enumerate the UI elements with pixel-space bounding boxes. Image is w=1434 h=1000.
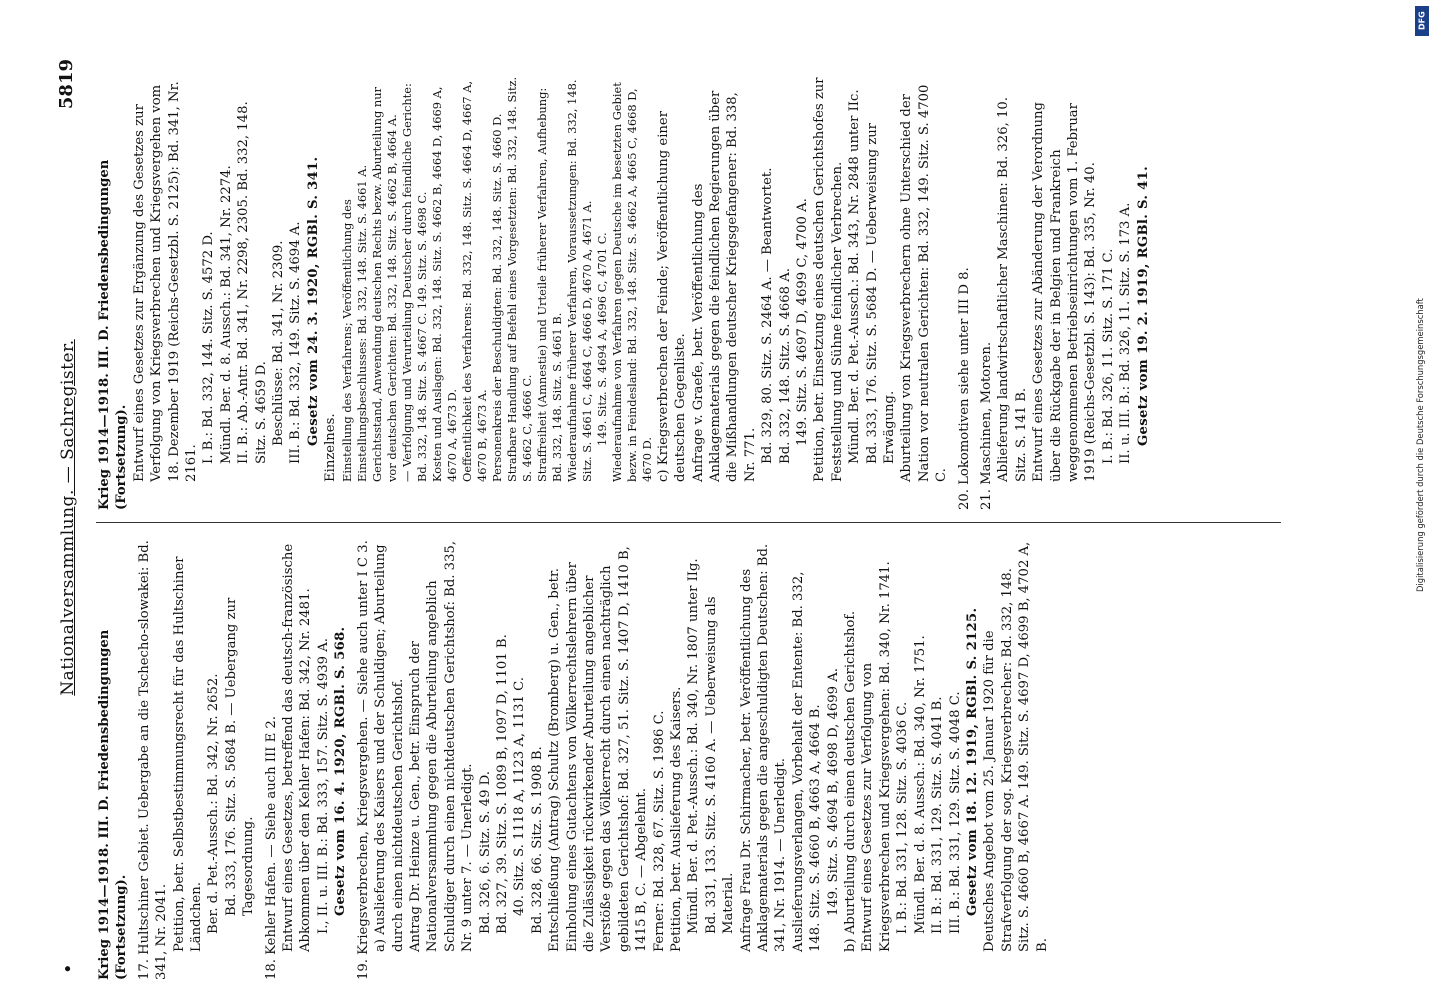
index-entry: I. B.: Bd. 332, 144. Sitz. S. 4572 D.: [201, 231, 217, 464]
index-entry: II. B.: Ab.-Antr. Bd. 341, Nr. 2298, 2305. Bd. 332, 148. Sitz. S. 4659 D.: [236, 101, 269, 464]
right-entries: [131, 70, 1152, 510]
index-entry: Auslieferungsverlangen, Vorbehalt der Entente: Bd. 332, 148. Sitz. S. 4660 B, 4663 A, 4664 B.: [790, 571, 824, 952]
left-column: [96, 540, 1051, 980]
index-entry: Entwurf eines Gesetzes, betreffend das deutsch-französische Abkommen über den Kehler Hafen: Bd. 342, Nr. 2481.: [281, 543, 314, 952]
index-entry: Bd. 328, 66. Sitz. S. 1908 B.: [529, 746, 545, 934]
index-entry: Petition, betr. Auslieferung des Kaisers.: [669, 686, 684, 952]
index-entry: 20. Lokomotiven siehe unter III D 8.: [956, 267, 972, 510]
index-entry: II. B.: Bd. 331, 129. Sitz. S. 4041 B.: [930, 696, 946, 934]
index-entry: Gesetz vom 19. 2. 1919, RGBl. S. 41.: [1135, 166, 1151, 446]
index-entry: Anfrage v. Graefe, betr. Veröffentlichung des Anklagematerials gegen die feindlichen Regierungen über die Mißhandlungen deutscher Kriegsgefangener: Bd. 338, Nr. 771.: [690, 90, 758, 482]
index-entry: Ablieferung landwirtschaftlicher Maschinen: Bd. 326, 10. Sitz. S. 141 B.: [996, 97, 1029, 482]
index-entry: Bd. 333, 176. Sitz. S. 5684 D. — Ueberweisung zur Erwägung.: [864, 123, 897, 464]
index-entry: III. B.: Bd. 332, 149. Sitz. S. 4694 A.: [288, 221, 304, 464]
index-entry: 19. Kriegsverbrechen, Kriegsvergehen. — Siehe auch unter I C 3.: [355, 540, 371, 980]
index-entry: Entschließung (Antrag) Schultz (Bromberg) u. Gen., betr. Einholung eines Gutachtens von Völkerrechtslehrern über die Zulässigkeit rückwirkender Aburteilung angeblicher Verstöße gegen das Völkerrecht durch einen nachträglich gebildeten Gerichtshof: Bd. 327, 51. Sitz. S. 1407 D, 1410 B, 1415 B, C. — Abgelehnt.: [547, 546, 650, 952]
index-entry: Kosten und Auslagen: Bd. 332, 148. Sitz. S. 4662 B, 4664 D, 4669 A, 4670 A, 4673 D.: [429, 86, 459, 482]
index-entry: I. B.: Bd. 331, 128. Sitz. S. 4036 C.: [895, 701, 911, 934]
index-entry: — Verfolgung und Verurteilung Deutscher durch feindliche Gerichte: Bd. 332, 148. Sitz. S. 4667 C. 149. Sitz. S. 4698 C.: [399, 83, 429, 482]
index-entry: Straffreiheit (Amnestie) und Urteile früherer Verfahren, Aufhebung: Bd. 332, 148. Sitz. S. 4661 B.: [534, 87, 564, 482]
index-entry: 149. Sitz. S. 4694 A, 4696 C, 4701 C.: [594, 232, 609, 446]
index-entry: Beschlüsse: Bd. 341, Nr. 2309.: [271, 240, 287, 446]
index-entry: Aburteilung von Kriegsverbrechern ohne Unterschied der Nation vor neutralen Gerichten: Bd. 332, 149. Sitz. S. 4700 C.: [899, 84, 950, 482]
digitization-credit: [1414, 6, 1430, 591]
index-entry: Wiederaufnahme von Verfahren gegen Deutsche im besetzten Gebiet bezw. in Feindesland: Bd. 332, 148. Sitz. S. 4662 A, 4665 C, 4668 D, 4670 D.: [609, 82, 654, 482]
margin-dot: •: [58, 963, 79, 974]
index-entry: Entwurf eines Gesetzes zur Abänderung der Verordnung über die Rückgabe der in Belgien und Frankreich weggenommenen Betriebseinrichtungen vom 1. Februar 1919 (Reichs-Gesetzbl. S. 143): Bd. 335, Nr. 40.: [1031, 102, 1099, 482]
index-entry: Wiederaufnahme früherer Verfahren, Voraussetzungen: Bd. 332, 148. Sitz. S. 4661 C, 4664 C, 4666 D, 4670 A, 4671 A.: [564, 79, 594, 482]
index-entry: Anfrage Frau Dr. Schirmacher, betr. Veröffentlichung des Anklagematerials gegen die angeschuldigten Deutschen: Bd. 341, Nr. 1914. — Unerledigt.: [738, 543, 789, 952]
page-title: Nationalversammlung. — Sachregister.: [58, 339, 78, 696]
index-entry: 149. Sitz. S. 4697 D, 4699 C, 4700 A.: [794, 198, 810, 446]
index-entry: Ber. d. Pet.-Aussch.: Bd. 342, Nr. 2652.: [206, 673, 222, 934]
index-entry: II. u. III. B.: Bd. 326, 11. Sitz. S. 173 A.: [1118, 202, 1134, 464]
index-entry: 18. Kehler Hafen. — Siehe auch III E 2.: [263, 716, 279, 980]
index-entry: b) Aburteilung durch einen deutschen Gerichtshof.: [843, 610, 859, 952]
column-divider: [96, 522, 1281, 523]
index-entry: a) Auslieferung des Kaisers und der Schuldigen; Aburteilung durch einen nichtdeutschen Gerichtshof.: [373, 544, 406, 952]
index-entry: III. B.: Bd. 331, 129. Sitz. S. 4048 C.: [947, 691, 963, 934]
page-content: [52, 55, 1302, 980]
index-entry: Gesetz vom 24. 3. 1920, RGBl. S. 341.: [305, 156, 321, 446]
index-entry: Bd. 326, 6. Sitz. S. 49 D.: [477, 771, 493, 934]
index-entry: Bd. 332, 148. Sitz. S. 4668 A.: [777, 268, 793, 464]
index-entry: Strafbare Handlung auf Befehl eines Vorgesetzten: Bd. 332, 148. Sitz. S. 4662 C, 4666 C.: [504, 76, 534, 482]
index-entry: Mündl. Ber. d. 8. Aussch.: Bd. 341, Nr. 2274.: [218, 165, 234, 464]
index-entry: Mündl. Ber. d. Pet.-Aussch.: Bd. 343, Nr. 2848 unter IIc.: [847, 89, 863, 464]
index-entry: I. B.: Bd. 326, 11. Sitz. S. 171 C.: [1100, 248, 1116, 464]
section-heading: Krieg 1914—1918. III. D. Friedensbedingungen (Fortsetzung).: [97, 159, 130, 510]
index-entry: Gesetz vom 18. 12. 1919, RGBl. S. 2125.: [964, 607, 980, 916]
dfg-logo-icon: DFG: [1415, 6, 1429, 36]
index-entry: Gesetz vom 16. 4. 1920, RGBl. S. 568.: [333, 626, 349, 916]
index-entry: Personenkreis der Beschuldigten: Bd. 332, 148. Sitz. S. 4660 D.: [489, 113, 504, 482]
index-entry: Einzelnes.: [323, 413, 339, 482]
index-entry: Antrag Dr. Heinze u. Gen., betr. Einspruch der Nationalversammlung gegen die Aburteilung angeblich Schuldiger durch einen nichtdeutschen Gerichtshof: Bd. 335, Nr. 9 unter 7. — Unerledigt.: [407, 540, 476, 952]
index-entry: Petition, betr. Einsetzung eines deutschen Gerichtshofes zur Feststellung und Sühne feindlicher Verbrechen.: [812, 77, 845, 482]
index-entry: Gerichtsstand, Anwendung deutschen Rechts bezw. Aburteilung nur vor deutschen Gerichten: Bd. 332, 148. Sitz. S. 4662 B, 4664 A.: [369, 87, 399, 482]
index-entry: Entwurf eines Gesetzes zur Ergänzung des Gesetzes zur Verfolgung von Kriegsverbrechen und Kriegsvergehen vom 18. Dezember 1919 (Reichs-Gesetzbl. S. 2125): Bd. 341, Nr. 2161.: [131, 81, 200, 482]
section-heading: Krieg 1914—1918. III. D. Friedensbedingungen (Fortsetzung).: [97, 629, 130, 980]
index-entry: Bd. 333, 176. Sitz. S. 5684 B. — Uebergang zur Tagesordnung.: [223, 597, 257, 916]
index-entry: Ferner: Bd. 328, 67. Sitz. S. 1986 C.: [651, 710, 667, 952]
index-entry: Deutsches Angebot vom 25. Januar 1920 für die Strafverfolgung der sog. Kriegsverbrecher: Bd. 332, 148. Sitz. S. 4660 B, 4667 A. 149. Sitz. S. 4697 D, 4699 B, 4702 A, B.: [982, 541, 1050, 952]
index-entry: Bd. 329, 80. Sitz. S. 2464 A. — Beantwortet.: [760, 167, 776, 464]
index-entry: c) Kriegsverbrechen der Feinde; Veröffentlichung einer deutschen Gegenliste.: [655, 110, 689, 482]
page-number: 5819: [56, 59, 77, 110]
index-entry: Mündl. Ber. d. 8. Aussch.: Bd. 340, Nr. 1751.: [912, 635, 928, 934]
rotated-document-page: [0, 40, 1300, 1000]
right-column: [96, 70, 1152, 510]
index-entry: Oeffentlichkeit des Verfahrens: Bd. 332, 148. Sitz. S. 4664 D, 4667 A, 4670 B, 4673 A.: [459, 80, 489, 482]
index-entry: Bd. 327, 39. Sitz. S. 1089 B, 1097 D, 1101 B.: [494, 634, 510, 934]
index-entry: 40. Sitz. S. 1118 A, 1123 A, 1131 C.: [512, 677, 528, 916]
index-entry: Bd. 331, 133. Sitz. S. 4160 A. — Ueberweisung als Material.: [703, 596, 737, 934]
left-entries: [136, 540, 1051, 980]
index-entry: Entwurf eines Gesetzes zur Verfolgung von Kriegsverbrechen und Kriegsvergehen: Bd. 340, Nr. 1741.: [860, 561, 893, 952]
index-entry: Einstellung des Verfahrens; Veröffentlichung des Einstellungsbeschlusses: Bd. 332, 148. Sitz. S. 4661 A.: [339, 164, 369, 482]
index-entry: 17. Hultschiner Gebiet. Uebergabe an die Tschecho-slowakei: Bd. 341, Nr. 2041.: [136, 540, 170, 980]
index-entry: Mündl. Ber. d. Pet.-Aussch.: Bd. 340, Nr. 1807 unter IIg.: [686, 558, 702, 934]
index-entry: I., II. u. III. B.: Bd. 333, 157. Sitz. S. 4939 A.: [315, 638, 331, 934]
credit-text: Digitalisierung gefördert durch die Deutsche Forschungsgemeinschaft: [1415, 298, 1425, 592]
running-header: [52, 55, 88, 980]
index-entry: 149. Sitz. S. 4694 B, 4698 D, 4699 A.: [825, 668, 841, 916]
index-entry: Petition, betr. Selbstbestimmungsrecht für das Hultschiner Ländchen.: [171, 556, 205, 952]
index-entry: 21. Maschinen, Motoren.: [979, 341, 994, 510]
